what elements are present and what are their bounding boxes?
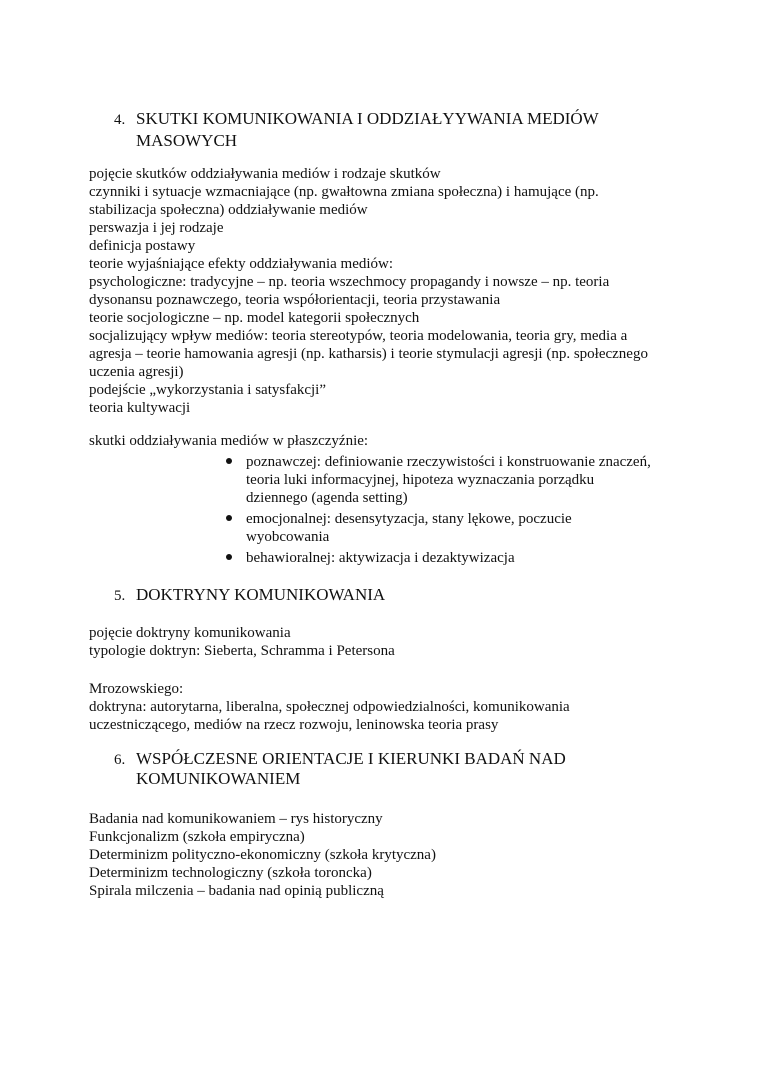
section-5-number: 5. — [114, 588, 126, 604]
text-line: Mrozowskiego: — [89, 681, 184, 697]
bullet-line: dziennego (agenda setting) — [246, 490, 408, 506]
text-line: teorie wyjaśniające efekty oddziaływania mediów: — [89, 256, 394, 272]
bullet-line: teoria luki informacyjnej, hipoteza wyznaczania porządku — [246, 472, 595, 488]
bullet-icon — [226, 458, 232, 464]
section-6-title-line1: WSPÓŁCZESNE ORIENTACJE I KIERUNKI BADAŃ NAD — [136, 749, 566, 768]
text-line: uczenia agresji) — [89, 364, 184, 380]
text-line: pojęcie skutków oddziaływania mediów i rodzaje skutków — [89, 166, 441, 182]
text-line: agresja – teorie hamowania agresji (np. katharsis) i teorie stymulacji agresji (np. społecznego — [89, 346, 648, 362]
section-6-number: 6. — [114, 752, 126, 768]
text-line: socjalizujący wpływ mediów: teoria stereotypów, teoria modelowania, teoria gry, media a — [89, 328, 628, 344]
bullet-icon — [226, 515, 232, 521]
text-line: definicja postawy — [89, 238, 196, 254]
text-line: doktryna: autorytarna, liberalna, społecznej odpowiedzialności, komunikowania — [89, 699, 570, 715]
text-line: uczestniczącego, mediów na rzecz rozwoju, leninowska teoria prasy — [89, 717, 499, 733]
list-item — [226, 453, 686, 507]
text-line: czynniki i sytuacje wzmacniające (np. gwałtowna zmiana społeczna) i hamujące (np. — [89, 184, 599, 200]
text-line: Spirala milczenia – badania nad opinią publiczną — [89, 883, 384, 899]
text-line: perswazja i jej rodzaje — [89, 220, 224, 236]
text-line: Determinizm technologiczny (szkoła toroncka) — [89, 865, 372, 881]
bullet-text — [246, 510, 572, 546]
bullet-icon — [226, 554, 232, 560]
text-line: teorie socjologiczne – np. model kategorii społecznych — [89, 310, 420, 326]
bullet-line: poznawczej: definiowanie rzeczywistości i konstruowanie znaczeń, — [246, 454, 651, 470]
bullet-line: behawioralnej: aktywizacja i dezaktywizacja — [246, 550, 515, 566]
text-line: Determinizm polityczno-ekonomiczny (szkoła krytyczna) — [89, 847, 436, 863]
text-line: podejście „wykorzystania i satysfakcji” — [89, 382, 326, 398]
section-4-title-line1: SKUTKI KOMUNIKOWANIA I ODDZIAŁYYWANIA MEDIÓW — [136, 109, 599, 128]
bullet-text — [246, 549, 515, 567]
bullet-line: emocjonalnej: desensytyzacja, stany lękowe, poczucie — [246, 511, 572, 527]
text-line: Badania nad komunikowaniem – rys historyczny — [89, 811, 383, 827]
list-item — [226, 510, 686, 546]
section-5-heading — [114, 585, 514, 607]
text-line: pojęcie doktryny komunikowania — [89, 625, 291, 641]
section-4-title-line2: MASOWYCH — [136, 131, 238, 150]
section-4-number: 4. — [114, 112, 126, 128]
text-line: teoria kultywacji — [89, 400, 191, 416]
bullet-line: wyobcowania — [246, 529, 330, 545]
text-line: dysonansu poznawczego, teoria współorientacji, teoria przystawania — [89, 292, 501, 308]
text-line: Funkcjonalizm (szkoła empiryczna) — [89, 829, 305, 845]
section-6-heading — [114, 749, 614, 793]
list-item — [226, 549, 686, 567]
text-line: typologie doktryn: Sieberta, Schramma i Petersona — [89, 643, 395, 659]
section-4-heading — [114, 109, 674, 153]
text-line: psychologiczne: tradycyjne – np. teoria wszechmocy propagandy i nowsze – np. teoria — [89, 274, 610, 290]
section-5-title: DOKTRYNY KOMUNIKOWANIA — [136, 585, 386, 604]
section-6-title-line2: KOMUNIKOWANIEM — [136, 769, 301, 788]
text-line: stabilizacja społeczna) oddziaływanie mediów — [89, 202, 368, 218]
bullet-text — [246, 453, 651, 507]
levels-intro: skutki oddziaływania mediów w płaszczyźnie: — [89, 433, 369, 449]
